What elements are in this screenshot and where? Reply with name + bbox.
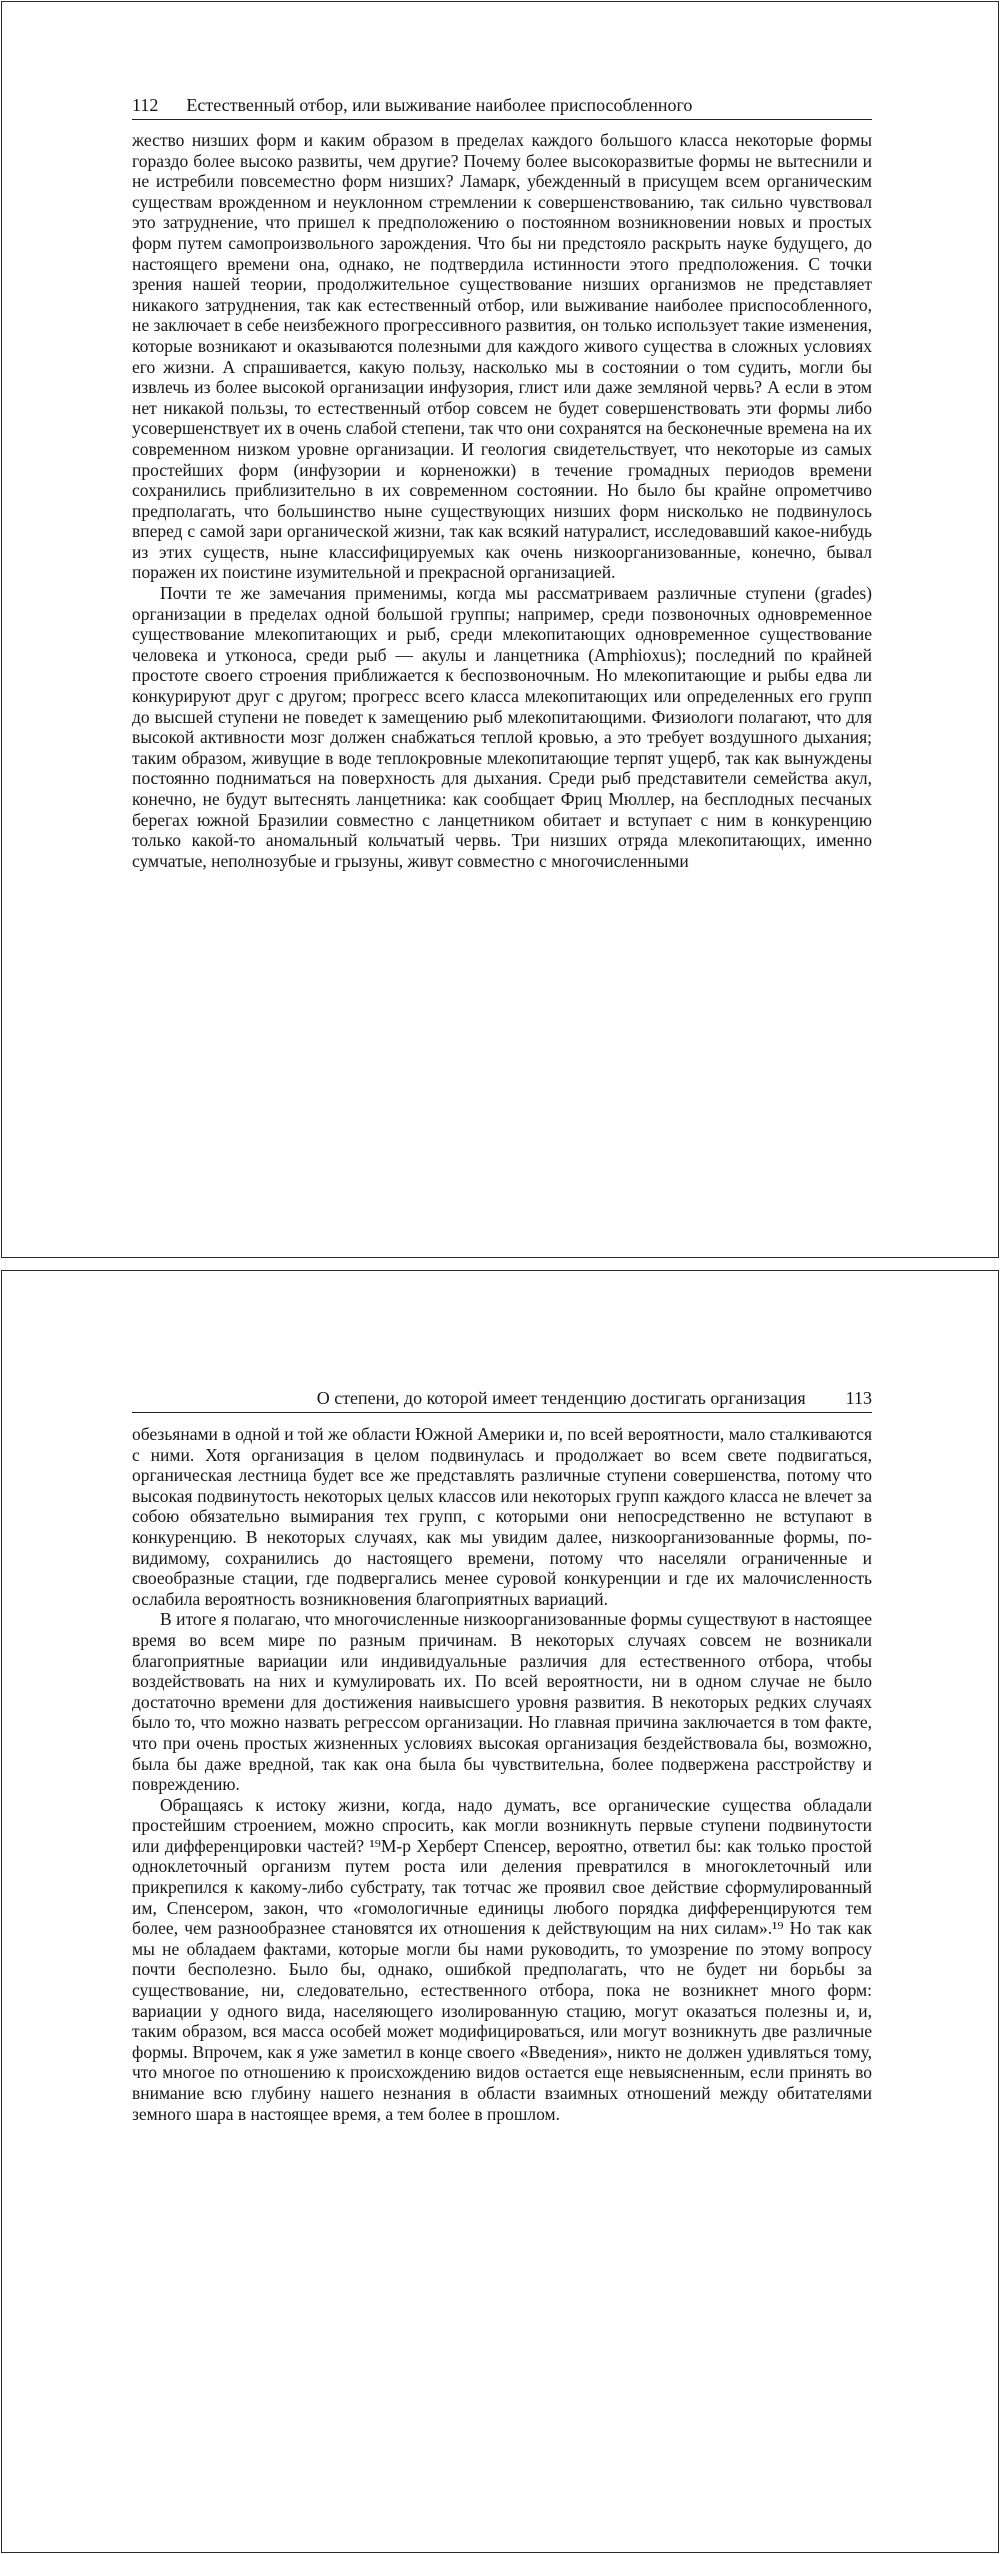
page-body: [132, 1424, 872, 2124]
page-number: 112: [132, 95, 159, 115]
page-number: 113: [845, 1388, 872, 1408]
paragraph: Почти те же замечания применимы, когда мы рассматриваем различные ступени (grades) организации в пределах одной большой группы; например, среди позвоночных одновременное существование млекопитающих и рыб, среди млекопитающих одновременное существование человека и утконоса, среди рыб — акулы и ланцетника (Amphioxus); последний по крайней простоте своего строения приближается к беспозвоночным. Но млекопитающие и рыбы едва ли конкурируют друг с другом; прогресс всего класса млекопитающих или определенных его групп до высшей ступени не поведет к замещению рыб млекопитающими. Физиологи полагают, что для высокой активности мозг должен снабжаться теплой кровью, а это требует воздушного дыхания; таким образом, живущие в воде теплокровные млекопитающие терпят ущерб, так как вынуждены постоянно подниматься на поверхность для дыхания. Среди рыб представители семейства акул, конечно, не будут вытеснять ланцетника: как сообщает Фриц Мюллер, на бесплодных песчаных берегах южной Бразилии совместно с ланцетником обитает и вступает с ним в конкуренцию только какой-то аномальный кольчатый червь. Три низших отряда млекопитающих, именно сумчатые, неполнозубые и грызуны, живут совместно с многочисленными: [132, 583, 872, 871]
book-page-113: [1, 1270, 999, 2553]
running-title: Естественный отбор, или выживание наиболее приспособленного: [186, 95, 693, 115]
page-separator: [0, 1258, 1002, 1270]
book-page-112: [1, 1, 999, 1258]
paragraph: В итоге я полагаю, что многочисленные низкоорганизованные формы существуют в настоящее время во всем мире по разным причинам. В некоторых случаях совсем не возникали благоприятные вариации или индивидуальные различия для естественного отбора, чтобы воздействовать на них и кумулировать их. По всей вероятности, ни в одном случае не было достаточно времени для достижения наивысшего уровня развития. В некоторых редких случаях было то, что можно назвать регрессом организации. Но главная причина заключается в том факте, что при очень простых жизненных условиях высокая организация бездействовала бы, возможно, была бы даже вредной, так как она была бы чувствительна, более подвержена расстройству и повреждению.: [132, 1609, 872, 1795]
paragraph: жество низших форм и каким образом в пределах каждого большого класса некоторые формы гораздо более высоко развиты, чем другие? Почему более высокоразвитые формы не вытеснили и не истребили повсеместно форм низших? Ламарк, убежденный в присущем всем органическим существам врожденном и неуклонном стремлении к совершенствованию, так сильно чувствовал это затруднение, что пришел к предположению о постоянном возникновении новых и простых форм путем самопроизвольного зарождения. Что бы ни предстояло раскрыть науке будущего, до настоящего времени она, однако, не подтвердила истинности этого предположения. С точки зрения нашей теории, продолжительное существование низших организмов не представляет никакого затруднения, так как естественный отбор, или выживание наиболее приспособленного, не заключает в себе неизбежного прогрессивного развития, он только использует такие изменения, которые возникают и оказываются полезными для каждого живого существа в сложных условиях его жизни. А спрашивается, какую пользу, насколько мы в состоянии о том судить, могли бы извлечь из более высокой организации инфузория, глист или даже земляной червь? А если в этом нет никакой пользы, то естественный отбор совсем не будет совершенствовать эти формы либо усовершенствует их в очень слабой степени, так что они сохранятся на бесконечные времена на их современном низком уровне организации. И геология свидетельствует, что некоторые из самых простейших форм (инфузории и корненожки) в течение громадных периодов времени сохранились приблизительно в их современном состоянии. Но было бы крайне опрометчиво предполагать, что большинство ныне существующих низших форм нисколько не подвинулось вперед с самой зари органической жизни, так как всякий натуралист, исследовавший какое-нибудь из этих существ, ныне классифицируемых как очень низкоорганизованные, конечно, бывал поражен их поистине изумительной и прекрасной организацией.: [132, 130, 872, 583]
running-title: О степени, до которой имеет тенденцию достигать организация: [316, 1388, 806, 1408]
page-header: [132, 1387, 872, 1413]
paragraph: обезьянами в одной и той же области Южной Америки и, по всей вероятности, мало сталкиваются с ними. Хотя организация в целом подвинулась и продолжает во всем свете подвигаться, органическая лестница будет все же представлять различные ступени совершенства, потому что высокая подвинутость некоторых целых классов или некоторых групп каждого класса не влечет за собою обязательно вымирания тех групп, с которыми они непосредственно не вступают в конкуренцию. В некоторых случаях, как мы увидим далее, низкоорганизованные формы, по-видимому, сохранились до настоящего времени, потому что населяли ограниченные и своеобразные стации, где подвергались менее суровой конкуренции и где их малочисленность ослабила вероятность возникновения благоприятных вариаций.: [132, 1424, 872, 1609]
page-body: [132, 130, 872, 871]
page-header: [132, 94, 872, 120]
paragraph: Обращаясь к истоку жизни, когда, надо думать, все органические существа обладали простейшим строением, можно спросить, как могли возникнуть первые ступени подвинутости или дифференцировки частей? ¹⁹М-р Херберт Спенсер, вероятно, ответил бы: как только простой одноклеточный организм путем роста или деления превратился в многоклеточный или прикрепился к какому-либо субстрату, так тотчас же проявил свое действие сформулированный им, Спенсером, закон, что «гомологичные единицы любого порядка дифференцируются тем более, чем разнообразнее становятся их отношения к действующим на них силам».¹⁹ Но так как мы не обладаем фактами, которые могли бы нами руководить, то умозрение по этому вопросу почти бесполезно. Было бы, однако, ошибкой предполагать, что не будет ни борьбы за существование, ни, следовательно, естественного отбора, пока не возникнет много форм: вариации у одного вида, населяющего изолированную стацию, могут оказаться полезны и, и, таким образом, вся масса особей может модифицироваться, или могут возникнуть две различные формы. Впрочем, как я уже заметил в конце своего «Введения», никто не должен удивляться тому, что многое по отношению к происхождению видов остается еще невыясненным, если принять во внимание всю глубину нашего незнания в области взаимных отношений между обитателями земного шара в настоящее время, а тем более в прошлом.: [132, 1794, 872, 2124]
